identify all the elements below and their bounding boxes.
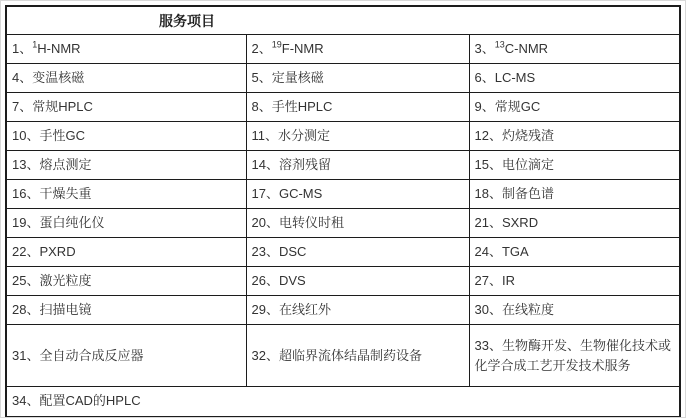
- item-text: 24、TGA: [474, 244, 529, 259]
- item-text: 26、DVS: [251, 273, 306, 288]
- service-item-cell: [469, 325, 680, 387]
- item-text: 6、LC-MS: [474, 70, 536, 85]
- service-item-cell: [246, 35, 469, 64]
- service-items-table: [5, 5, 681, 418]
- service-item-cell: [469, 267, 680, 296]
- table-row: [6, 35, 680, 64]
- table-row: [6, 64, 680, 93]
- service-item-cell: [6, 93, 246, 122]
- table-title-cell: [6, 6, 680, 35]
- service-item-cell: [246, 238, 469, 267]
- service-item-cell: [469, 35, 680, 64]
- service-item-cell: [469, 180, 680, 209]
- item-text: 29、在线红外: [251, 302, 331, 317]
- service-item-cell: [246, 267, 469, 296]
- item-text: 25、激光粒度: [12, 273, 92, 288]
- table-row: [6, 325, 680, 387]
- table-header-row: [6, 6, 680, 35]
- table-footer-row: [6, 387, 680, 417]
- item-text: 30、在线粒度: [474, 302, 554, 317]
- service-item-cell: [469, 64, 680, 93]
- item-text: 4、变温核磁: [12, 70, 85, 85]
- service-item-cell: [6, 151, 246, 180]
- table-row: [6, 238, 680, 267]
- item-text: 20、电转仪时租: [251, 215, 344, 230]
- service-item-cell: [469, 209, 680, 238]
- service-item-cell: [246, 64, 469, 93]
- item-text: 18、制备色谱: [474, 186, 554, 201]
- service-item-cell: [6, 209, 246, 238]
- item-text: 27、IR: [474, 273, 515, 288]
- superscript: 13: [494, 39, 505, 50]
- item-text: 16、干燥失重: [12, 186, 92, 201]
- item-text: 23、DSC: [251, 244, 307, 259]
- service-item-cell: [6, 387, 680, 417]
- item-text: 10、手性GC: [12, 128, 85, 143]
- service-item-cell: [6, 325, 246, 387]
- table-row: [6, 151, 680, 180]
- item-text: 19、蛋白纯化仪: [12, 215, 105, 230]
- service-item-cell: [246, 93, 469, 122]
- item-text: C-NMR: [504, 41, 549, 56]
- item-text: 22、PXRD: [12, 244, 76, 259]
- service-item-cell: [6, 180, 246, 209]
- item-text: 28、扫描电镜: [12, 302, 92, 317]
- table-title: 服务项目: [159, 12, 215, 29]
- item-text: 15、电位滴定: [474, 157, 554, 172]
- item-text: 32、超临界流体结晶制药设备: [251, 347, 422, 363]
- service-item-cell: [6, 296, 246, 325]
- table-row: [6, 267, 680, 296]
- item-text: 9、常规GC: [474, 99, 541, 114]
- service-item-cell: [246, 296, 469, 325]
- item-text: 12、灼烧残渣: [474, 128, 554, 143]
- superscript: 1: [32, 39, 38, 50]
- item-text: 14、溶剂残留: [251, 157, 331, 172]
- item-text: 8、手性HPLC: [251, 99, 333, 114]
- superscript: 19: [271, 39, 282, 50]
- item-text: 13、熔点测定: [12, 157, 92, 172]
- service-item-cell: [6, 238, 246, 267]
- item-text: 11、水分测定: [251, 128, 330, 143]
- item-text: 31、全自动合成反应器: [12, 347, 144, 363]
- table-row: [6, 209, 680, 238]
- table-row: [6, 122, 680, 151]
- service-item-cell: [246, 151, 469, 180]
- table-row: [6, 93, 680, 122]
- table-row: [6, 296, 680, 325]
- service-item-cell: [469, 238, 680, 267]
- service-item-cell: [246, 122, 469, 151]
- item-text: 17、GC-MS: [251, 186, 323, 201]
- item-text: 1、: [12, 41, 33, 56]
- item-text: H-NMR: [37, 41, 81, 56]
- service-item-cell: [246, 325, 469, 387]
- service-item-cell: [6, 267, 246, 296]
- item-text: 7、常规HPLC: [12, 99, 93, 114]
- service-item-cell: [469, 122, 680, 151]
- item-text: 5、定量核磁: [251, 70, 324, 85]
- service-item-cell: [6, 122, 246, 151]
- service-item-cell: [6, 64, 246, 93]
- service-item-cell: [246, 209, 469, 238]
- item-text: 33、生物酶开发、生物催化技术或化学合成工艺开发技术服务: [474, 337, 671, 373]
- service-item-cell: [469, 151, 680, 180]
- service-item-cell: [6, 35, 246, 64]
- item-text: 2、: [251, 41, 272, 56]
- item-text: 34、配置CAD的HPLC: [12, 393, 141, 409]
- item-text: 21、SXRD: [474, 215, 539, 230]
- service-item-cell: [246, 180, 469, 209]
- table-row: [6, 180, 680, 209]
- service-item-cell: [469, 296, 680, 325]
- item-text: 3、: [474, 41, 495, 56]
- service-item-cell: [469, 93, 680, 122]
- item-text: F-NMR: [281, 41, 324, 56]
